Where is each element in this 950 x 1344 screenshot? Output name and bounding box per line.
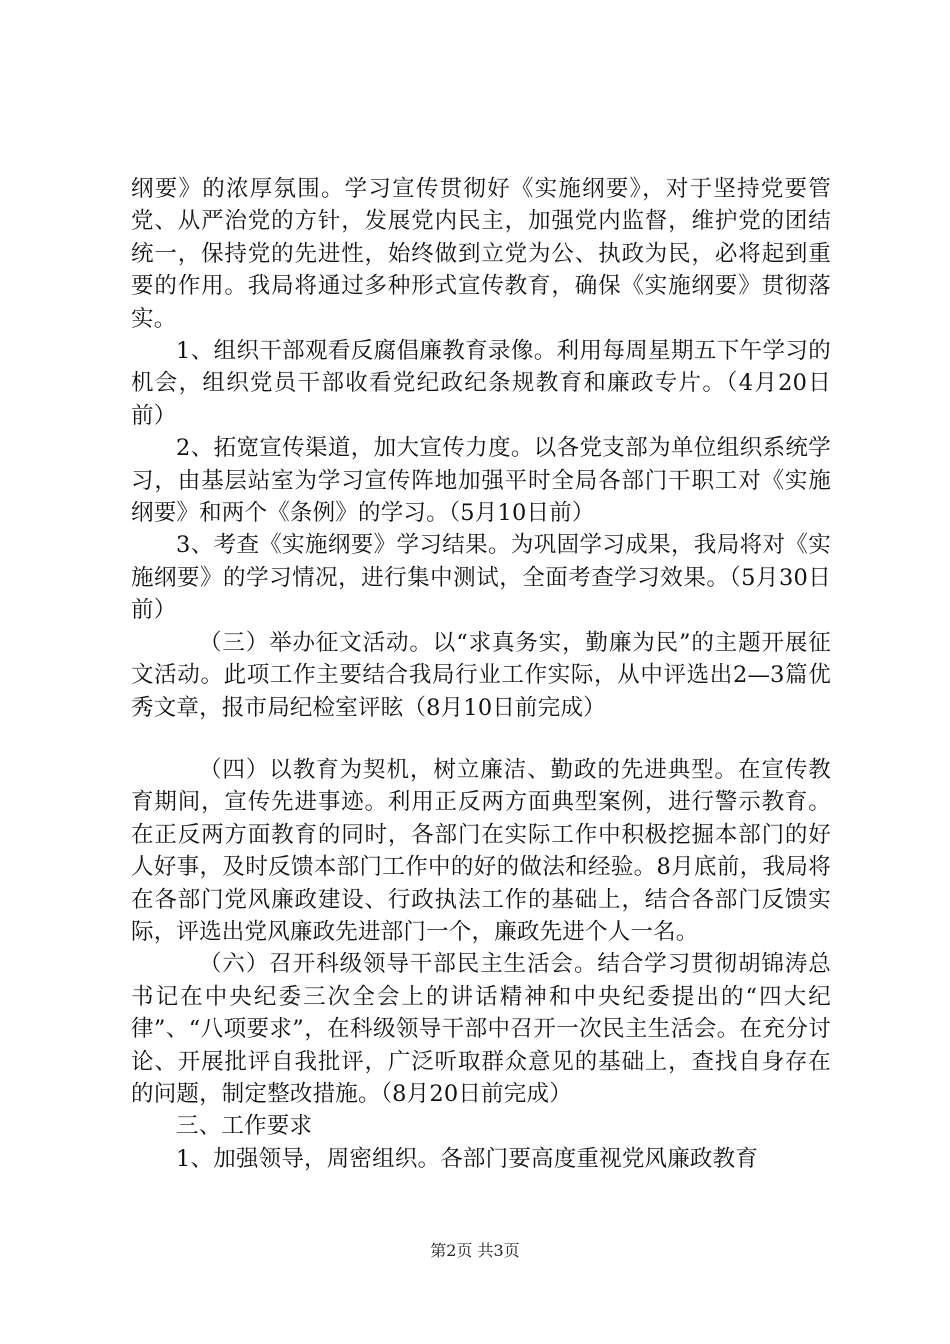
paragraph-outline-intro: 纲要》的浓厚氛围。学习宣传贯彻好《实施纲要》，对于坚持党要管党、从严治党的方针，发展党内民主，加强党内监督，维护党的团结统一，保持党的先进性，始终做到立党为公、执政为民，必将起到重要的作用。我局将通过多种形式宣传教育，确保《实施纲要》贯彻落实。 xyxy=(131,176,831,332)
paragraph-item-2-channels: 2、拓宽宣传渠道，加大宣传力度。以各党支部为单位组织系统学习，由基层站室为学习宣传阵地加强平时全局各部门干职工对《实施纲要》和两个《条例》的学习。（5月10日前） xyxy=(131,435,831,527)
paragraph-section-3-essay: （三）举办征文活动。以“求真务实，勤廉为民”的主题开展征文活动。此项工作主要结合我局行业工作实际，从中评选出2—3篇优秀文章，报市局纪检室评眩（8月10日前完成） xyxy=(131,629,831,721)
paragraph-spacer xyxy=(131,724,831,754)
paragraph-requirement-1: 1、加强领导，周密组织。各部门要高度重视党风廉政教育 xyxy=(176,1145,759,1172)
paragraph-section-6-meeting: （六）召开科级领导干部民主生活会。结合学习贯彻胡锦涛总书记在中央纪委三次全会上的讲话精神和中央纪委提出的“四大纪律”、“八项要求”，在科级领导干部中召开一次民主生活会。在充分讨论、开展批评自我批评，广泛听取群众意见的基础上，查找自身存在的问题，制定整改措施。（8月20日前完成） xyxy=(131,951,831,1107)
paragraph-item-1-video: 1、组织干部观看反腐倡廉教育录像。利用每周星期五下午学习的机会，组织党员干部收看党纪政纪条规教育和廉政专片。（4月20日前） xyxy=(131,338,831,429)
page-footer: 第2页 共3页 xyxy=(430,1241,520,1260)
paragraph-item-3-exam: 3、考查《实施纲要》学习结果。为巩固学习成果，我局将对《实施纲要》的学习情况，进行集中测试，全面考查学习效果。（5月30日前） xyxy=(131,532,831,624)
document-body xyxy=(131,173,831,1175)
heading-work-requirements: 三、工作要求 xyxy=(176,1113,313,1140)
paragraph-section-4-models: （四）以教育为契机，树立廉洁、勤政的先进典型。在宣传教育期间，宣传先进事迹。利用正反两方面典型案例，进行警示教育。在正反两方面教育的同时，各部门在实际工作中积极挖掘本部门的好人好事，及时反馈本部门工作中的好的做法和经验。8月底前，我局将在各部门党风廉政建设、行政执法工作的基础上，结合各部门反馈实际，评选出党风廉政先进部门一个，廉政先进个人一名。 xyxy=(131,756,831,945)
